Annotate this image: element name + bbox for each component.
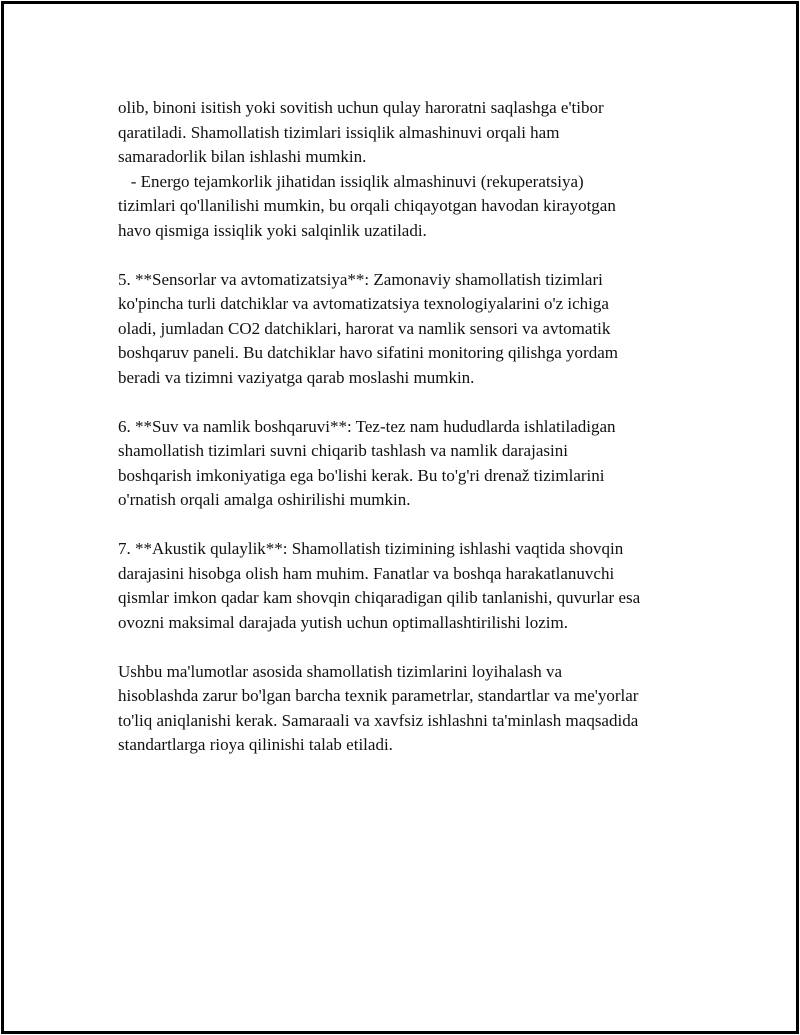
- text-line: darajasini hisobga olish ham muhim. Fanatlar va boshqa harakatlanuvchi: [118, 563, 615, 583]
- text-line: havo qismiga issiqlik yoki salqinlik uzatiladi.: [118, 220, 427, 240]
- text-line: samaradorlik bilan ishlashi mumkin.: [118, 147, 367, 166]
- page-frame: [1, 1, 799, 1034]
- text-line: ovozni maksimal darajada yutish uchun optimallashtirilishi lozim.: [118, 612, 568, 632]
- text-line: qismlar imkon qadar kam shovqin chiqaradigan qilib tanlanishi, quvurlar esa: [118, 588, 641, 607]
- text-line: 5. **Sensorlar va avtomatizatsiya**: Zamonaviy shamollatish tizimlari: [118, 269, 603, 289]
- paragraph: [118, 537, 698, 635]
- text-line: beradi va tizimni vaziyatga qarab moslashi mumkin.: [118, 367, 475, 387]
- paragraph: [118, 415, 698, 513]
- text-line: o'rnatish orqali amalga oshirilishi mumkin.: [118, 490, 411, 509]
- text-line: boshqarish imkoniyatiga ega bo'lishi kerak. Bu to'g'ri drenaž tizimlarini: [118, 465, 605, 485]
- text-line: standartlarga rioya qilinishi talab etiladi.: [118, 735, 393, 754]
- text-line: boshqaruv paneli. Bu datchiklar havo sifatini monitoring qilishga yordam: [118, 343, 618, 362]
- text-line: ko'pincha turli datchiklar va avtomatizatsiya texnologiyalarini o'z ichiga: [118, 294, 609, 313]
- text-line: hisoblashda zarur bo'lgan barcha texnik parametrlar, standartlar va me'yorlar: [118, 686, 639, 705]
- paragraph-gap: [118, 635, 698, 660]
- paragraph-gap: [118, 513, 698, 538]
- text-line: 7. **Akustik qulaylik**: Shamollatish tizimining ishlashi vaqtida shovqin: [118, 539, 624, 558]
- text-line: to'liq aniqlanishi kerak. Samaraali va xavfsiz ishlashni ta'minlash maqsadida: [118, 710, 639, 730]
- text-line: olib, binoni isitish yoki sovitish uchun qulay haroratni saqlashga e'tibor: [118, 98, 604, 117]
- paragraph-gap: [118, 390, 698, 415]
- text-line: - Energo tejamkorlik jihatidan issiqlik almashinuvi (rekuperatsiya): [118, 171, 584, 191]
- text-line: shamollatish tizimlari suvni chiqarib tashlash va namlik darajasini: [118, 441, 568, 460]
- text-line: oladi, jumladan CO2 datchiklari, harorat va namlik sensori va avtomatik: [118, 318, 611, 338]
- paragraph: [118, 268, 698, 391]
- paragraph: [118, 96, 698, 243]
- paragraph: [118, 660, 698, 758]
- text-line: Ushbu ma'lumotlar asosida shamollatish tizimlarini loyihalash va: [118, 661, 563, 681]
- text-line: tizimlari qo'llanilishi mumkin, bu orqali chiqayotgan havodan kirayotgan: [118, 196, 616, 215]
- text-line: 6. **Suv va namlik boshqaruvi**: Tez-tez nam hududlarda ishlatiladigan: [118, 416, 616, 436]
- paragraph-gap: [118, 243, 698, 268]
- text-line: qaratiladi. Shamollatish tizimlari issiqlik almashinuvi orqali ham: [118, 122, 560, 142]
- document-body: [118, 96, 698, 758]
